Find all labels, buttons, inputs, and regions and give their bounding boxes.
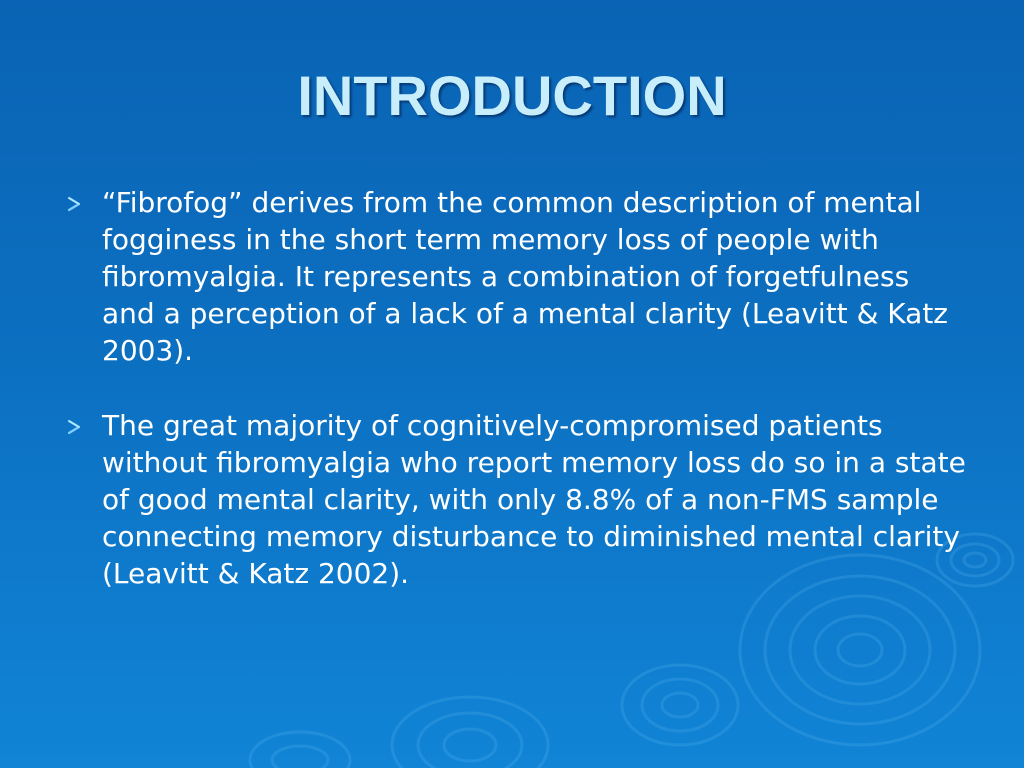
chevron-right-icon [66, 196, 84, 212]
bullet-text: The great majority of cognitively-compromised patients without fibromyalgia who report memory loss do so in a state of good mental clarity, with only 8.8% of a non-FMS sample connecting memory disturbance to diminished mental clarity (Leavitt & Katz 2002). [102, 409, 966, 590]
bullet-list [60, 184, 970, 630]
bullet-item [60, 184, 970, 369]
bullet-item [60, 407, 970, 592]
chevron-right-icon [66, 419, 84, 435]
slide-title: INTRODUCTION [297, 64, 727, 127]
bullet-text: “Fibrofog” derives from the common description of mental fogginess in the short term memory loss of people with fibromyalgia. It represents a combination of forgetfulness and a perception of a lack of a mental clarity (Leavitt & Katz 2003). [102, 186, 949, 367]
